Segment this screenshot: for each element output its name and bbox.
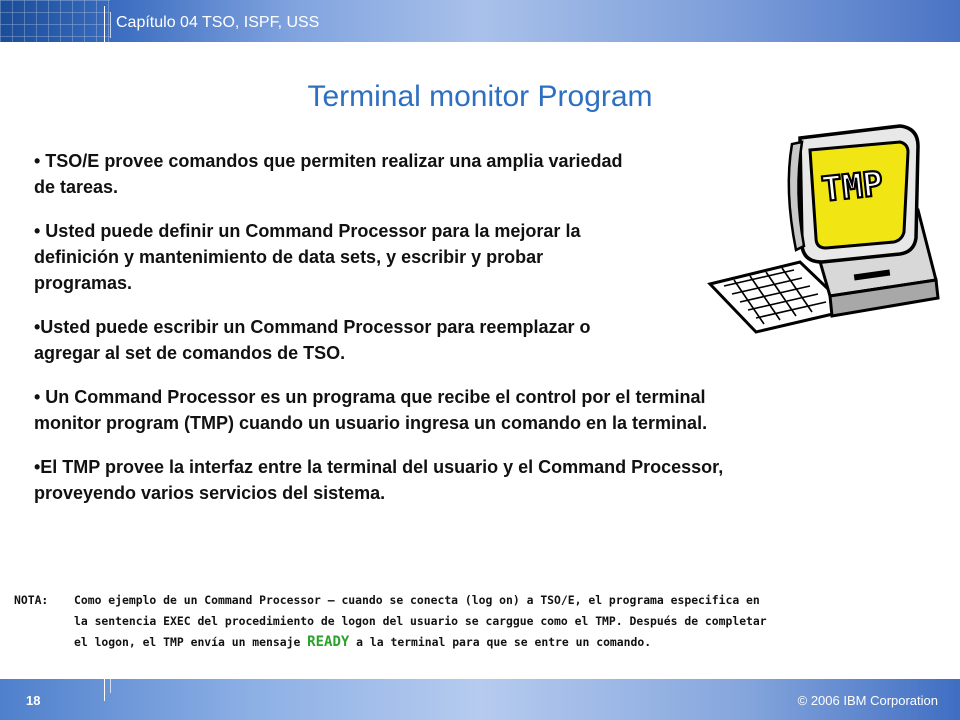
note-text: el logon, el TMP envía un mensaje bbox=[74, 635, 308, 649]
note-line bbox=[74, 632, 914, 653]
note-label: NOTA: bbox=[14, 593, 49, 607]
footer-divider-secondary bbox=[110, 679, 111, 693]
note-block bbox=[14, 590, 914, 653]
note-text: a la terminal para que se entre un comando. bbox=[349, 635, 652, 649]
ready-keyword: READY bbox=[307, 634, 350, 650]
header-divider bbox=[104, 6, 105, 42]
bullet-item bbox=[34, 454, 864, 506]
header-divider-secondary bbox=[110, 12, 111, 38]
bullet-item bbox=[34, 384, 864, 436]
tmp-label: TMP bbox=[819, 164, 886, 211]
header-grid-decoration bbox=[0, 0, 110, 42]
bullet-line: proveyendo varios servicios del sistema. bbox=[34, 483, 386, 503]
bullet-line: monitor program (TMP) cuando un usuario ingresa un comando en la terminal. bbox=[34, 413, 708, 433]
copyright: © 2006 IBM Corporation bbox=[797, 693, 938, 708]
bullet-line: • TSO/E provee comandos que permiten realizar una amplia variedad bbox=[34, 151, 623, 171]
bullet-line: programas. bbox=[34, 273, 133, 293]
page-title: Terminal monitor Program bbox=[307, 80, 653, 113]
bullet-line: agregar al set de comandos de TSO. bbox=[34, 343, 346, 363]
bullet-line: de tareas. bbox=[34, 177, 119, 197]
note-body bbox=[74, 590, 914, 653]
bullet-line: •Usted puede escribir un Command Processor para reemplazar o bbox=[34, 317, 591, 337]
header-bar bbox=[0, 0, 960, 42]
footer-divider bbox=[104, 679, 105, 701]
bullet-line: definición y mantenimiento de data sets, y escribir y probar bbox=[34, 247, 544, 267]
page-number: 18 bbox=[26, 693, 41, 708]
chapter-title: Capítulo 04 TSO, ISPF, USS bbox=[116, 14, 320, 31]
bullet-item bbox=[34, 314, 704, 366]
note-line: Como ejemplo de un Command Processor – cuando se conecta (log on) a TSO/E, el programa especifica en bbox=[74, 593, 760, 607]
bullet-item bbox=[34, 148, 734, 200]
computer-icon bbox=[704, 120, 944, 340]
bullet-line: • Usted puede definir un Command Processor para la mejorar la bbox=[34, 221, 581, 241]
footer-bar bbox=[0, 679, 960, 720]
bullet-item bbox=[34, 218, 704, 296]
bullet-line: • Un Command Processor es un programa que recibe el control por el terminal bbox=[34, 387, 706, 407]
bullet-line: •El TMP provee la interfaz entre la terminal del usuario y el Command Processor, bbox=[34, 457, 724, 477]
monitor-icon bbox=[789, 126, 918, 262]
note-line: la sentencia EXEC del procedimiento de logon del usuario se carggue como el TMP. Después de completar bbox=[74, 614, 767, 628]
